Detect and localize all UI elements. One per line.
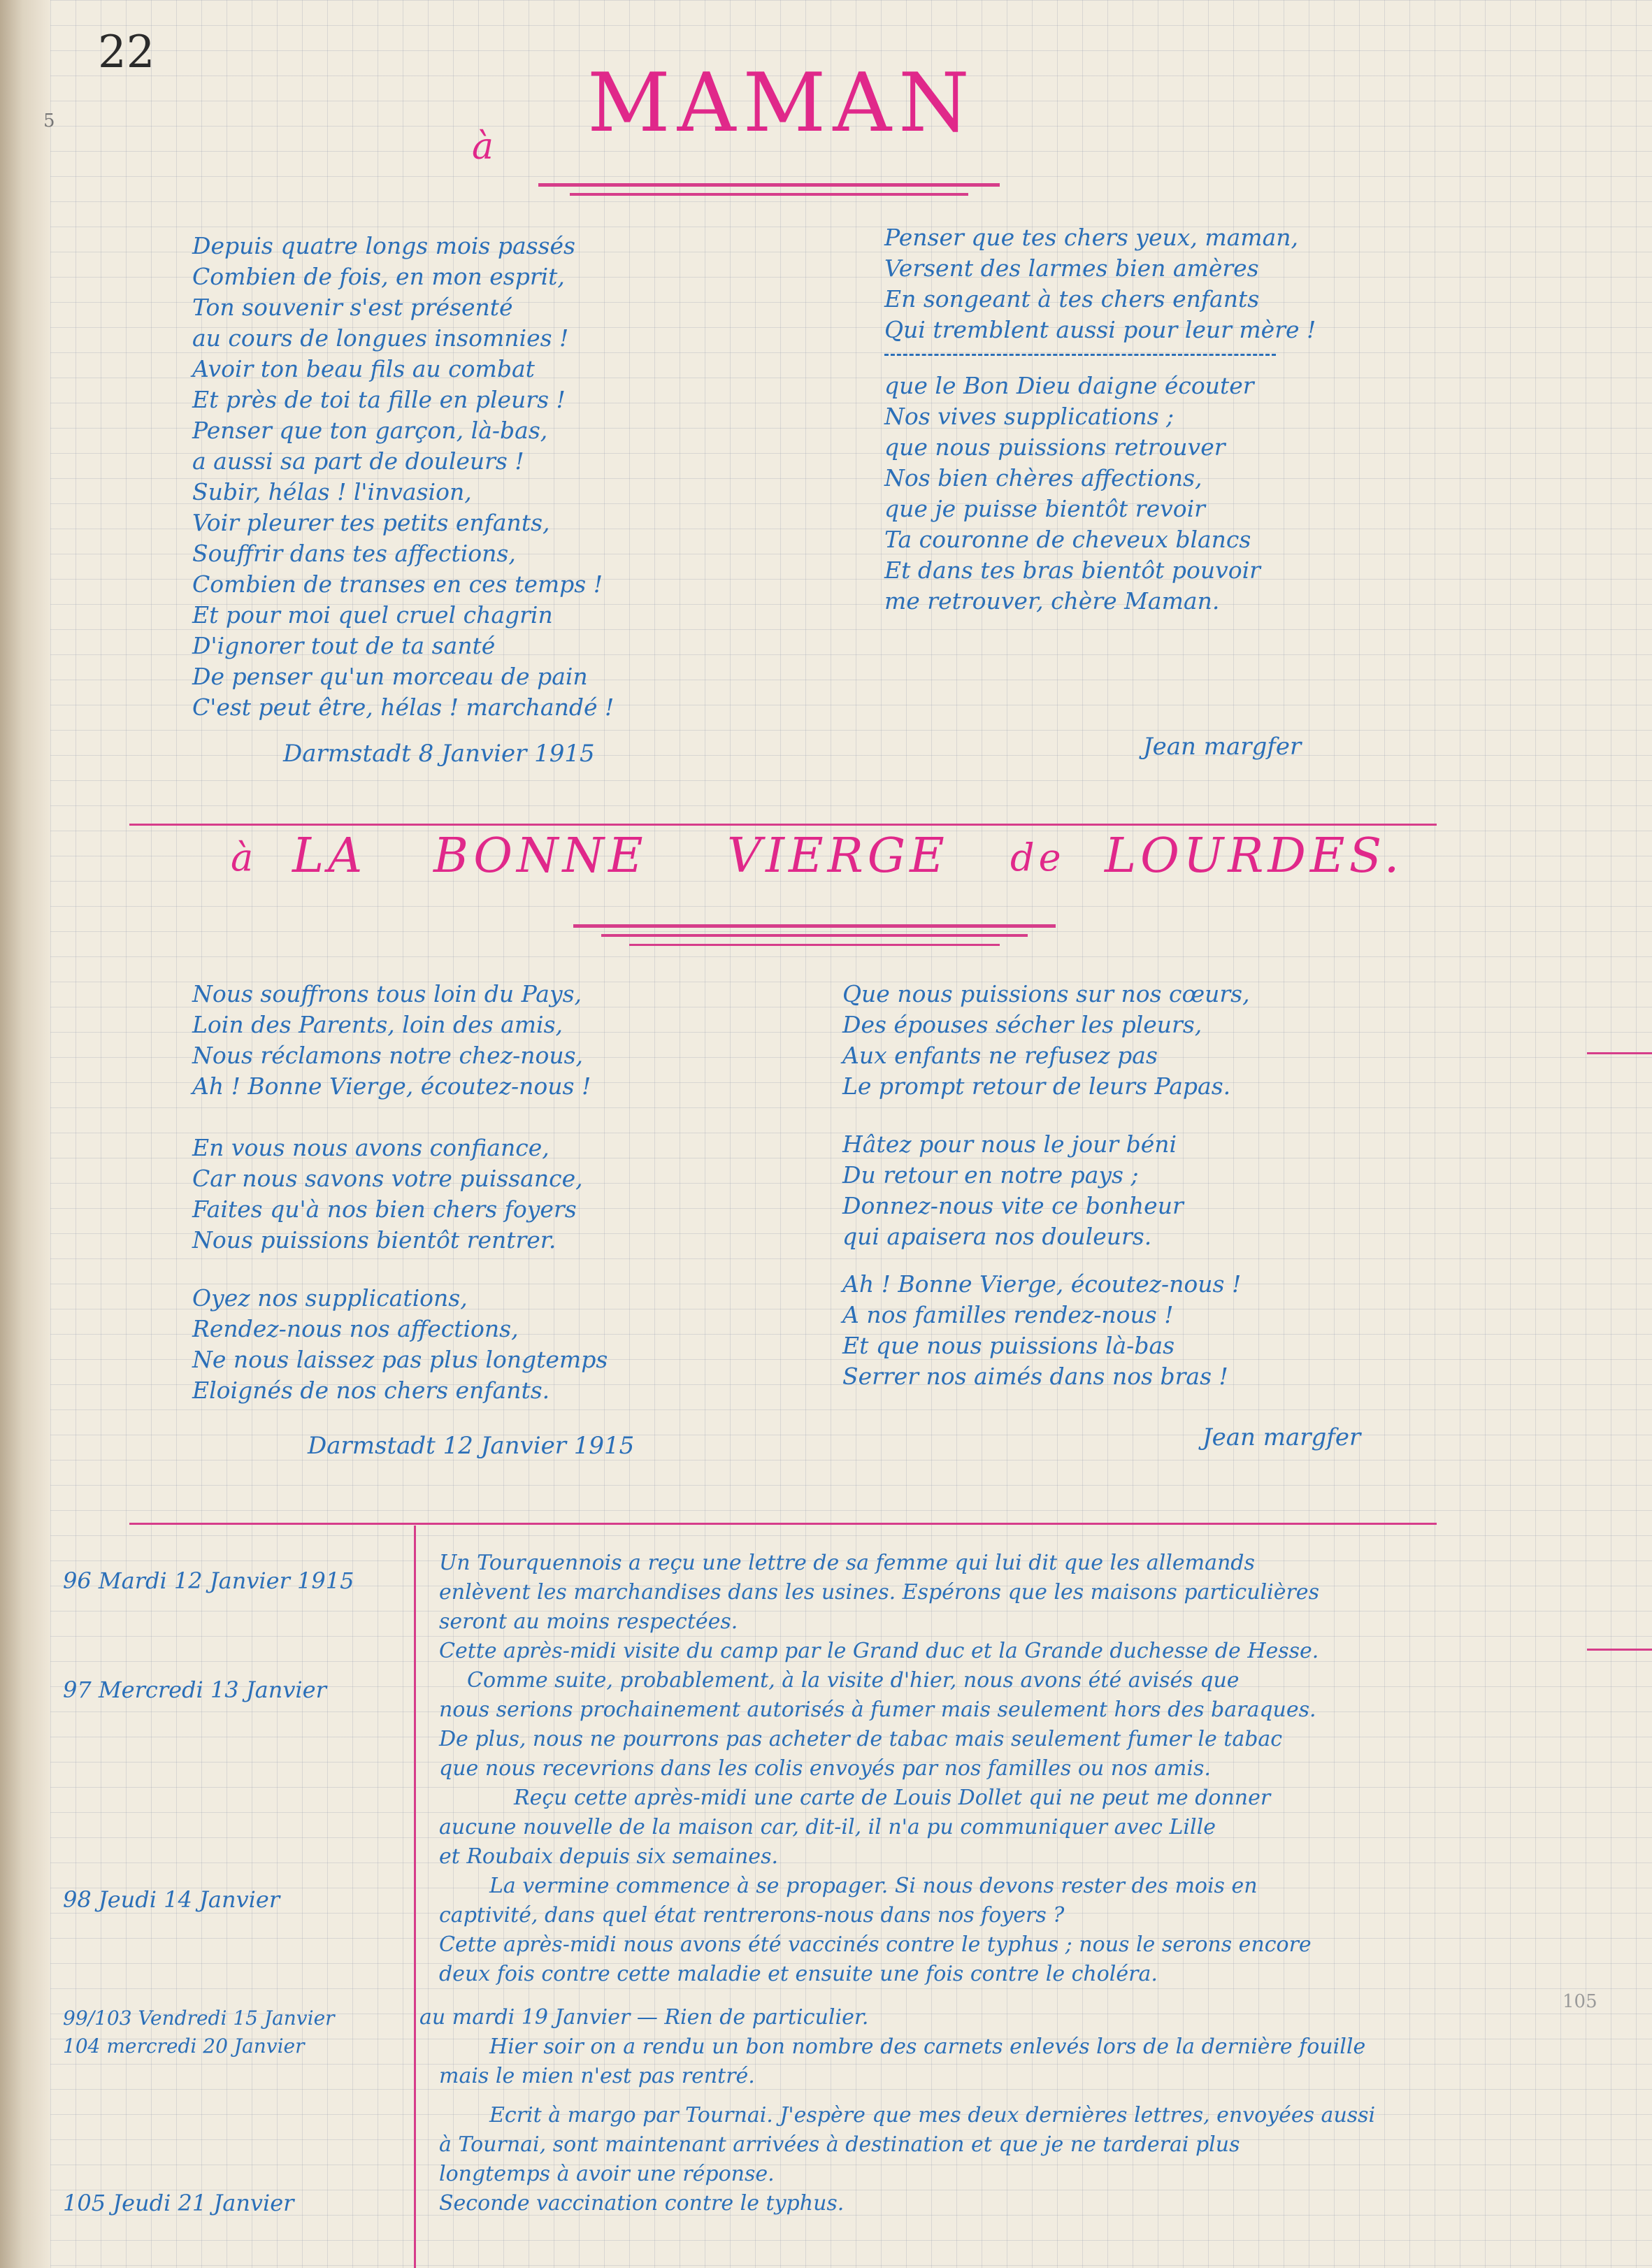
poem2-left-stanza-3: Oyez nos supplications, Rendez-nous nos affections, Ne nous laissez pas plus longtemps Eloignés de nos chers enfants. [192,1284,608,1404]
journal-line: à Tournai, sont maintenant arrivées à destination et que je ne tarderai plus [439,2132,1240,2157]
journal-line: Comme suite, probablement, à la visite d'hier, nous avons été avisés que [467,1668,1240,1693]
section-divider [129,824,1437,826]
poem2-title-word: LOURDES. [1105,828,1404,884]
title-underline [573,924,1056,928]
journal-line: nous serions prochainement autorisés à fumer mais seulement hors des baraques. [439,1698,1316,1722]
poem2-title-connector: de [1010,835,1065,880]
poem2-title-word: LA [292,828,367,884]
title-underline [538,183,1000,187]
journal-line: Cette après-midi visite du camp par le Grand duc et la Grande duchesse de Hesse. [439,1639,1319,1663]
poem1-right-stanza-1: Penser que tes chers yeux, maman, Versent des larmes bien amères En songeant à tes chers enfants Qui tremblent aussi pour leur mère ! [884,224,1316,343]
journal-line: enlèvent les marchandises dans les usines. Espérons que les maisons particulières [439,1580,1319,1605]
poem2-signature: Jean margfer [1202,1423,1361,1451]
journal-line: La vermine commence à se propager. Si nous devons rester des mois en [489,1874,1258,1898]
journal-line: longtemps à avoir une réponse. [439,2162,775,2186]
right-margin-line [1587,1052,1652,1054]
journal-margin-line [414,1526,416,2268]
journal-date: 99/103 Vendredi 15 Janvier [63,2007,335,2030]
stanza-dash-separator [884,354,1276,356]
title-underline [570,193,968,196]
poem1-left-stanza: Depuis quatre longs mois passés Combien de fois, en mon esprit, Ton souvenir s'est présenté au cours de longues insomnies ! Avoir ton beau fils au combat Et près de toi ta fille en pleurs ! Penser que ton garçon, là-bas, a aussi sa part de douleurs ! Subir, hélas ! l'invasion, Voir pleurer tes petits enfants, Souffrir dans tes affections, Combien de transes en ces temps ! Et pour moi quel cruel chagrin D'ignorer tout de ta santé De penser qu'un morceau de pain C'est peut être, hélas ! marchandé ! [192,232,615,721]
journal-line: au mardi 19 Janvier — Rien de particulier. [419,2005,869,2030]
title-underline [629,944,1000,946]
journal-line: Hier soir on a rendu un bon nombre des carnets enlevés lors de la dernière fouille [489,2034,1366,2059]
poem1-signature: Jean margfer [1143,733,1302,761]
journal-date: 96 Mardi 12 Janvier 1915 [63,1567,354,1594]
side-mark: 5 [43,110,55,131]
right-margin-line [1587,1649,1652,1651]
journal-line: et Roubaix depuis six semaines. [439,1844,778,1869]
journal-date: 97 Mercredi 13 Janvier [63,1677,326,1703]
journal-line: Un Tourquennois a reçu une lettre de sa femme qui lui dit que les allemands [439,1551,1255,1575]
page-number: 22 [98,27,155,78]
poem2-title-word: VIERGE [727,828,949,884]
journal-line: Reçu cette après-midi une carte de Louis Dollet qui ne peut me donner [514,1786,1271,1810]
poem1-right-stanza-2: que le Bon Dieu daigne écouter Nos vives supplications ; que nous puissions retrouver Nos bien chères affections, que je puisse bientôt revoir Ta couronne de cheveux blancs Et dans tes bras bientôt pouvoir me retrouver, chère Maman. [884,372,1260,615]
journal-date: 98 Jeudi 14 Janvier [63,1886,280,1913]
poem2-right-stanza-2: Hâtez pour nous le jour béni Du retour en notre pays ; Donnez-nous vite ce bonheur qui apaisera nos douleurs. [842,1131,1184,1250]
poem2-right-stanza-3: Ah ! Bonne Vierge, écoutez-nous ! A nos familles rendez-nous ! Et que nous puissions là-bas Serrer nos aimés dans nos bras ! [842,1270,1242,1390]
journal-line: Seconde vaccination contre le typhus. [439,2191,845,2216]
journal-date: 104 mercredi 20 Janvier [63,2034,305,2058]
poem1-title: MAMAN [587,56,977,150]
margin-note: 105 [1563,1991,1597,2012]
poem1-place-date: Darmstadt 8 Janvier 1915 [283,740,595,768]
journal-line: De plus, nous ne pourrons pas acheter de tabac mais seulement fumer le tabac [439,1727,1283,1751]
title-underline [601,934,1028,937]
notebook-binding [0,0,50,2268]
journal-line: mais le mien n'est pas rentré. [439,2064,755,2088]
poem1-title-prefix: à [472,126,494,168]
journal-line: aucune nouvelle de la maison car, dit-il, il n'a pu communiquer avec Lille [439,1815,1216,1839]
journal-line: Ecrit à margo par Tournai. J'espère que mes deux dernières lettres, envoyées aussi [489,2103,1376,2127]
journal-date: 105 Jeudi 21 Janvier [63,2190,294,2216]
poem2-left-stanza-2: En vous nous avons confiance, Car nous savons votre puissance, Faites qu'à nos bien chers foyers Nous puissions bientôt rentrer. [192,1134,583,1254]
journal-line: deux fois contre cette maladie et ensuite une fois contre le choléra. [439,1962,1158,1986]
journal-divider [129,1523,1437,1525]
poem2-left-stanza-1: Nous souffrons tous loin du Pays, Loin des Parents, loin des amis, Nous réclamons notre chez-nous, Ah ! Bonne Vierge, écoutez-nous ! [192,980,591,1100]
journal-line: que nous recevrions dans les colis envoyés par nos familles ou nos amis. [439,1756,1211,1781]
journal-line: seront au moins respectées. [439,1609,738,1634]
poem2-title-word: BONNE [433,828,647,884]
poem2-place-date: Darmstadt 12 Janvier 1915 [308,1432,635,1460]
poem2-right-stanza-1: Que nous puissions sur nos cœurs, Des épouses sécher les pleurs, Aux enfants ne refusez pas Le prompt retour de leurs Papas. [842,980,1250,1100]
journal-line: Cette après-midi nous avons été vaccinés contre le typhus ; nous le serons encore [439,1932,1312,1957]
journal-line: captivité, dans quel état rentrerons-nous dans nos foyers ? [439,1903,1065,1928]
poem2-title-prefix: à [231,835,258,880]
